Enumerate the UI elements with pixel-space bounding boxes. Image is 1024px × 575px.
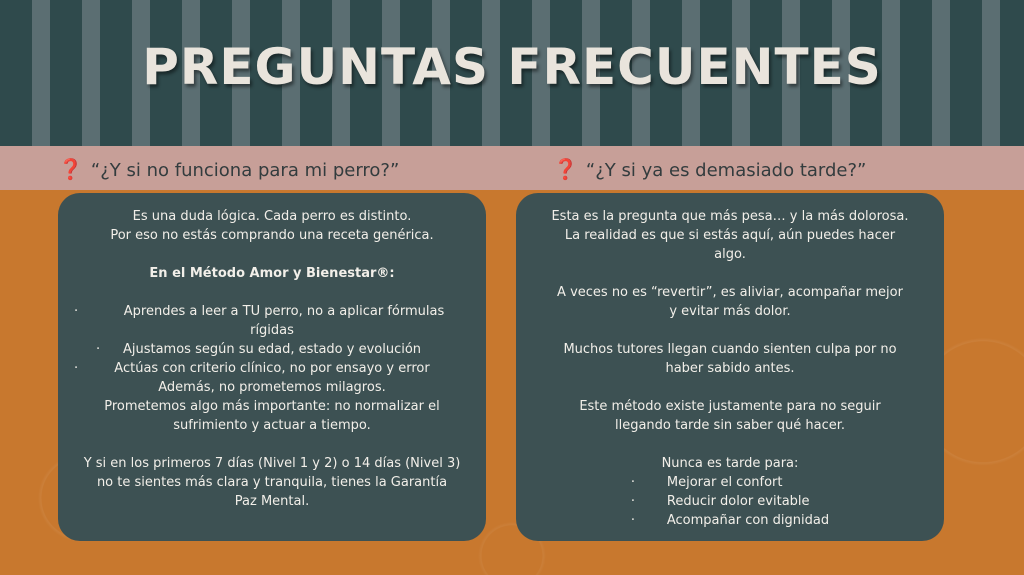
card2-p5: Nunca es tarde para: [661,456,799,471]
card1-line-3: sufrimiento y actuar a tiempo. [173,418,371,433]
card1-guarantee-2: no te sientes más clara y tranquila, tienes la Garantía [96,475,448,490]
card1-guarantee-1: Y si en los primeros 7 días (Nivel 1 y 2) o 14 días (Nivel 3) [83,456,461,471]
card1-intro-2: Por eso no estás comprando una receta genérica. [110,228,434,243]
bullet-dot: · [630,475,636,490]
card1-bullet-1-cont: rígidas [250,323,294,338]
card2-list [631,473,829,530]
card1-line-1: Además, no prometemos milagros. [158,380,386,395]
card1-line-2: Prometemos algo más importante: no normalizar el [104,399,440,414]
list-item: · Mejorar el confort [630,475,783,490]
page-title: PREGUNTAS FRECUENTES [142,38,882,96]
card2-p3-1: Muchos tutores llegan cuando sienten culpa por no [563,342,897,357]
card2-p1-2: La realidad es que si estás aquí, aún puedes hacer [564,228,896,243]
question-2-text: “¿Y si ya es demasiado tarde?” [585,160,867,181]
card2-p2-1: A veces no es “revertir”, es aliviar, acompañar mejor [557,285,903,300]
card2-p3-2: haber sabido antes. [665,361,795,376]
bullet-dot: · [630,513,636,528]
card1-heading: En el Método Amor y Bienestar®: [149,266,395,281]
bullet-dot: · [630,494,636,509]
card2-p4-2: llegando tarde sin saber qué hacer. [614,418,846,433]
card1-bullet-3: · Actúas con criterio clínico, no por ensayo y error [74,361,430,376]
question-mark-icon: ❓ [553,157,578,181]
card2-p1-1: Esta es la pregunta que más pesa… y la más dolorosa. [551,209,909,224]
card1-guarantee-3: Paz Mental. [234,494,310,509]
question-mark-icon: ❓ [58,157,83,181]
card1-intro-1: Es una duda lógica. Cada perro es distinto. [132,209,412,224]
card2-p1-3: algo. [714,247,746,262]
answer-card-1 [58,193,486,541]
card2-p4-1: Este método existe justamente para no seguir [579,399,881,414]
card2-p2-2: y evitar más dolor. [669,304,791,319]
card1-bullet-1: · Aprendes a leer a TU perro, no a aplicar fórmulas [74,304,445,319]
answer-card-2 [516,193,944,541]
question-1 [58,156,399,182]
bullet-dot: · [96,342,101,357]
bullet-dot: · [74,361,79,376]
card1-bullet-2: · Ajustamos según su edad, estado y evolución [96,342,422,357]
bullet-dot: · [74,304,79,319]
list-item: · Acompañar con dignidad [630,513,830,528]
question-2 [553,156,866,182]
question-1-text: “¿Y si no funciona para mi perro?” [90,160,400,181]
list-item: · Reducir dolor evitable [630,494,810,509]
